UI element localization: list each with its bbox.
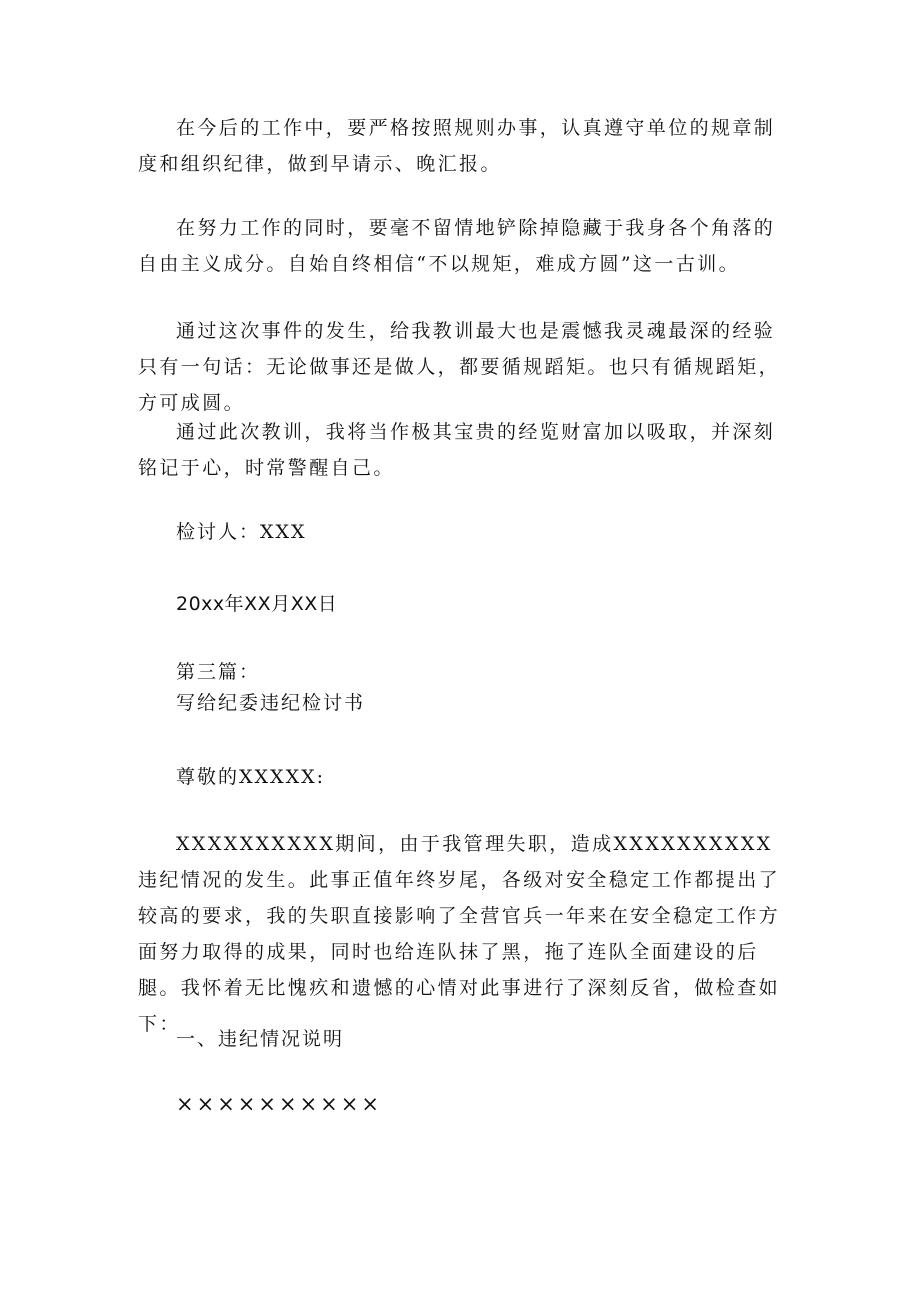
salutation: 尊敬的XXXXX: bbox=[176, 766, 326, 788]
placeholder-line: ×××××××××× bbox=[176, 1092, 382, 1116]
paragraph-1: 在今后的工作中，要严格按照规则办事，认真遵守单位的规章制度和组织纪律，做到早请示、晚汇报。 bbox=[138, 117, 776, 175]
section-title: 写给纪委违纪检讨书 bbox=[176, 692, 366, 714]
signer-line: 检讨人：XXX bbox=[176, 521, 307, 543]
date-line: 20xx年XX月XX日 bbox=[176, 593, 338, 615]
section-label: 第三篇： bbox=[176, 661, 261, 683]
heading-violation-description: 一、违纪情况说明 bbox=[176, 1028, 345, 1050]
body-paragraph: XXXXXXXXXX期间，由于我管理失职，造成XXXXXXXXXX违纪情况的发生。此事正值年终岁尾，各级对安全稳定工作都提出了较高的要求，我的失职直接影响了全营官兵一年来在安全稳定工作方面努力取得的成果，同时也给连队抹了黑，拖了连队全面建设的后腿。我怀着无比愧疚和遗憾的心情对此事进行了深刻反省，做检查如下： bbox=[138, 833, 781, 1035]
paragraph-4: 通过此次教训，我将当作极其宝贵的经览财富加以吸取，并深刻铭记于心，时常警醒自己。 bbox=[138, 421, 776, 479]
paragraph-3: 通过这次事件的发生，给我教训最大也是震憾我灵魂最深的经验只有一句话：无论做事还是做人，都要循规蹈矩。也只有循规蹈矩，方可成圆。 bbox=[138, 320, 781, 414]
paragraph-2: 在努力工作的同时，要毫不留情地铲除掉隐藏于我身各个角落的自由主义成分。自始自终相信“不以规矩，难成方圆”这一古训。 bbox=[138, 217, 776, 275]
